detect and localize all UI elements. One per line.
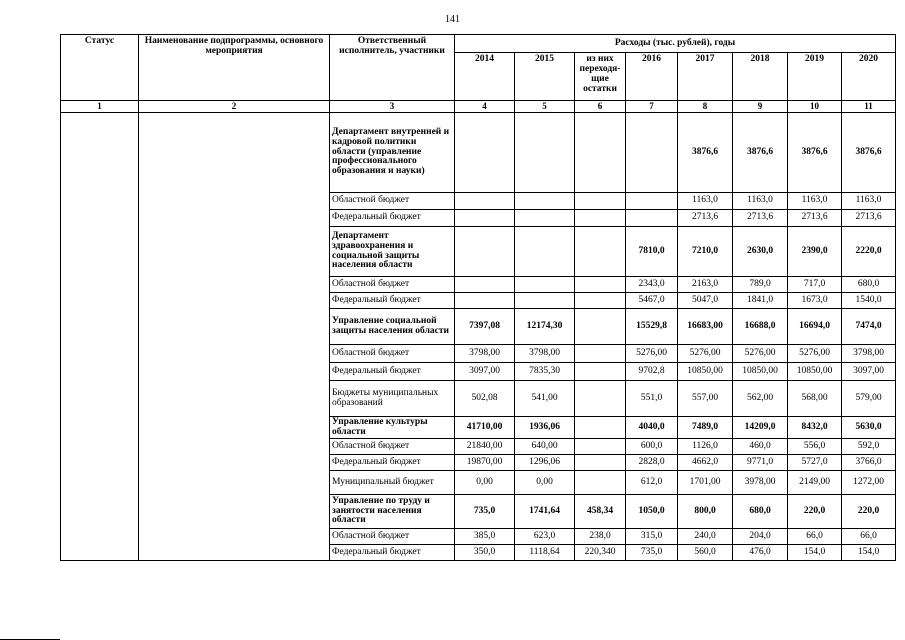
column-number: 9 [733, 101, 788, 113]
value-cell: 640,00 [515, 439, 575, 455]
value-cell: 3876,6 [788, 113, 842, 193]
value-cell: 19870,00 [455, 455, 515, 471]
value-cell: 568,00 [788, 381, 842, 417]
value-cell: 12174,30 [515, 309, 575, 345]
value-cell: 1126,0 [678, 439, 733, 455]
value-cell: 3798,00 [455, 345, 515, 363]
header-year: 2015 [515, 53, 575, 101]
value-cell: 1673,0 [788, 293, 842, 309]
value-cell [575, 309, 626, 345]
executor-cell: Областной бюджет [330, 439, 455, 455]
column-number: 4 [455, 101, 515, 113]
value-cell: 21840,00 [455, 439, 515, 455]
value-cell: 66,0 [842, 529, 896, 545]
value-cell: 204,0 [733, 529, 788, 545]
value-cell: 10850,00 [678, 363, 733, 381]
value-cell: 2163,0 [678, 277, 733, 293]
value-cell: 1272,00 [842, 471, 896, 495]
value-cell: 3798,00 [515, 345, 575, 363]
value-cell [575, 439, 626, 455]
value-cell: 579,00 [842, 381, 896, 417]
value-cell: 2713,6 [733, 210, 788, 227]
value-cell: 3766,0 [842, 455, 896, 471]
value-cell: 3876,6 [678, 113, 733, 193]
header-year: 2016 [626, 53, 678, 101]
value-cell [575, 227, 626, 277]
value-cell: 5276,00 [678, 345, 733, 363]
value-cell: 2149,00 [788, 471, 842, 495]
executor-cell: Федеральный бюджет [330, 545, 455, 561]
value-cell: 0,00 [455, 471, 515, 495]
value-cell [515, 193, 575, 210]
value-cell: 592,0 [842, 439, 896, 455]
value-cell: 5467,0 [626, 293, 678, 309]
budget-table [60, 34, 896, 561]
value-cell: 4040,0 [626, 417, 678, 439]
value-cell: 3798,00 [842, 345, 896, 363]
value-cell: 0,00 [515, 471, 575, 495]
value-cell: 385,0 [455, 529, 515, 545]
executor-cell: Управление по труду и занятости населения области [330, 495, 455, 529]
value-cell [575, 345, 626, 363]
value-cell: 5727,0 [788, 455, 842, 471]
value-cell [575, 471, 626, 495]
value-cell [626, 210, 678, 227]
value-cell [575, 277, 626, 293]
value-cell: 612,0 [626, 471, 678, 495]
header-expenses: Расходы (тыс. рублей), годы [455, 35, 896, 53]
value-cell [455, 113, 515, 193]
executor-cell: Управление культуры области [330, 417, 455, 439]
value-cell: 350,0 [455, 545, 515, 561]
value-cell [575, 210, 626, 227]
value-cell: 2630,0 [733, 227, 788, 277]
value-cell: 600,0 [626, 439, 678, 455]
value-cell: 8432,0 [788, 417, 842, 439]
value-cell: 560,0 [678, 545, 733, 561]
value-cell: 735,0 [626, 545, 678, 561]
value-cell [575, 381, 626, 417]
value-cell: 717,0 [788, 277, 842, 293]
value-cell: 1163,0 [733, 193, 788, 210]
header-year: 2019 [788, 53, 842, 101]
value-cell: 2713,6 [788, 210, 842, 227]
value-cell: 240,0 [678, 529, 733, 545]
value-cell: 1050,0 [626, 495, 678, 529]
value-cell [626, 193, 678, 210]
header-executor: Ответственный исполнитель, участники [330, 35, 455, 101]
header-year: 2014 [455, 53, 515, 101]
column-number: 3 [330, 101, 455, 113]
value-cell: 623,0 [515, 529, 575, 545]
value-cell [515, 293, 575, 309]
value-cell: 460,0 [733, 439, 788, 455]
value-cell: 2713,6 [842, 210, 896, 227]
value-cell: 9702,8 [626, 363, 678, 381]
executor-cell: Федеральный бюджет [330, 363, 455, 381]
column-number: 8 [678, 101, 733, 113]
executor-cell: Муниципальный бюджет [330, 471, 455, 495]
value-cell: 220,0 [788, 495, 842, 529]
executor-cell: Областной бюджет [330, 345, 455, 363]
value-cell: 220,340 [575, 545, 626, 561]
value-cell: 16688,0 [733, 309, 788, 345]
value-cell: 1296,06 [515, 455, 575, 471]
value-cell: 502,08 [455, 381, 515, 417]
value-cell [575, 455, 626, 471]
value-cell: 1701,00 [678, 471, 733, 495]
value-cell: 2343,0 [626, 277, 678, 293]
value-cell: 680,0 [733, 495, 788, 529]
value-cell: 14209,0 [733, 417, 788, 439]
value-cell [626, 113, 678, 193]
column-number: 6 [575, 101, 626, 113]
value-cell: 680,0 [842, 277, 896, 293]
value-cell: 5276,00 [788, 345, 842, 363]
value-cell: 556,0 [788, 439, 842, 455]
value-cell: 2713,6 [678, 210, 733, 227]
column-number: 10 [788, 101, 842, 113]
value-cell: 3978,00 [733, 471, 788, 495]
value-cell [455, 277, 515, 293]
value-cell: 7474,0 [842, 309, 896, 345]
value-cell: 789,0 [733, 277, 788, 293]
value-cell: 1163,0 [678, 193, 733, 210]
value-cell [575, 363, 626, 381]
value-cell [515, 113, 575, 193]
value-cell: 220,0 [842, 495, 896, 529]
executor-cell: Управление социальной защиты населения области [330, 309, 455, 345]
value-cell: 7835,30 [515, 363, 575, 381]
header-year: 2018 [733, 53, 788, 101]
value-cell: 10850,00 [733, 363, 788, 381]
value-cell: 238,0 [575, 529, 626, 545]
column-number: 5 [515, 101, 575, 113]
value-cell: 7210,0 [678, 227, 733, 277]
value-cell [575, 417, 626, 439]
value-cell: 5276,00 [733, 345, 788, 363]
value-cell: 16683,00 [678, 309, 733, 345]
value-cell [575, 113, 626, 193]
value-cell: 154,0 [842, 545, 896, 561]
value-cell [455, 293, 515, 309]
value-cell: 66,0 [788, 529, 842, 545]
page-number: 141 [445, 14, 460, 25]
value-cell: 7489,0 [678, 417, 733, 439]
value-cell: 3097,00 [455, 363, 515, 381]
value-cell: 15529,8 [626, 309, 678, 345]
value-cell: 41710,00 [455, 417, 515, 439]
value-cell: 5276,00 [626, 345, 678, 363]
value-cell [515, 277, 575, 293]
value-cell: 800,0 [678, 495, 733, 529]
value-cell: 7397,08 [455, 309, 515, 345]
value-cell: 3876,6 [733, 113, 788, 193]
executor-cell: Областной бюджет [330, 277, 455, 293]
value-cell [515, 210, 575, 227]
value-cell [515, 227, 575, 277]
value-cell: 1163,0 [842, 193, 896, 210]
value-cell [455, 227, 515, 277]
value-cell: 562,00 [733, 381, 788, 417]
value-cell [455, 210, 515, 227]
value-cell: 1741,64 [515, 495, 575, 529]
table-header [61, 35, 896, 113]
executor-cell: Федеральный бюджет [330, 293, 455, 309]
value-cell: 458,34 [575, 495, 626, 529]
value-cell: 4662,0 [678, 455, 733, 471]
value-cell: 1841,0 [733, 293, 788, 309]
executor-cell: Федеральный бюджет [330, 455, 455, 471]
value-cell: 315,0 [626, 529, 678, 545]
table-body [61, 113, 896, 561]
value-cell: 2220,0 [842, 227, 896, 277]
executor-cell: Департамент здравоохранения и социальной защиты населения области [330, 227, 455, 277]
header-year: из них переходя-щие остатки [575, 53, 626, 101]
value-cell: 1936,06 [515, 417, 575, 439]
column-number: 1 [61, 101, 139, 113]
value-cell: 2390,0 [788, 227, 842, 277]
value-cell: 5047,0 [678, 293, 733, 309]
value-cell: 735,0 [455, 495, 515, 529]
status-cell [61, 113, 139, 561]
column-number: 11 [842, 101, 896, 113]
value-cell: 3097,00 [842, 363, 896, 381]
value-cell: 3876,6 [842, 113, 896, 193]
header-name: Наименование подпрограммы, основного мероприятия [139, 35, 330, 101]
value-cell: 541,00 [515, 381, 575, 417]
header-year: 2020 [842, 53, 896, 101]
value-cell [575, 193, 626, 210]
value-cell: 5630,0 [842, 417, 896, 439]
value-cell: 1118,64 [515, 545, 575, 561]
name-cell [139, 113, 330, 561]
value-cell: 16694,0 [788, 309, 842, 345]
value-cell: 2828,0 [626, 455, 678, 471]
executor-cell: Областной бюджет [330, 193, 455, 210]
executor-cell: Департамент внутренней и кадровой политики области (управление профессионального образования и науки) [330, 113, 455, 193]
executor-cell: Федеральный бюджет [330, 210, 455, 227]
value-cell: 7810,0 [626, 227, 678, 277]
executor-cell: Областной бюджет [330, 529, 455, 545]
value-cell: 551,0 [626, 381, 678, 417]
value-cell: 154,0 [788, 545, 842, 561]
header-status: Статус [61, 35, 139, 101]
value-cell: 9771,0 [733, 455, 788, 471]
header-year: 2017 [678, 53, 733, 101]
executor-cell: Бюджеты муниципальных образований [330, 381, 455, 417]
value-cell: 1540,0 [842, 293, 896, 309]
column-number: 2 [139, 101, 330, 113]
value-cell: 1163,0 [788, 193, 842, 210]
value-cell: 10850,00 [788, 363, 842, 381]
column-number: 7 [626, 101, 678, 113]
value-cell [455, 193, 515, 210]
value-cell: 476,0 [733, 545, 788, 561]
table-row [61, 113, 896, 193]
value-cell: 557,00 [678, 381, 733, 417]
value-cell [575, 293, 626, 309]
